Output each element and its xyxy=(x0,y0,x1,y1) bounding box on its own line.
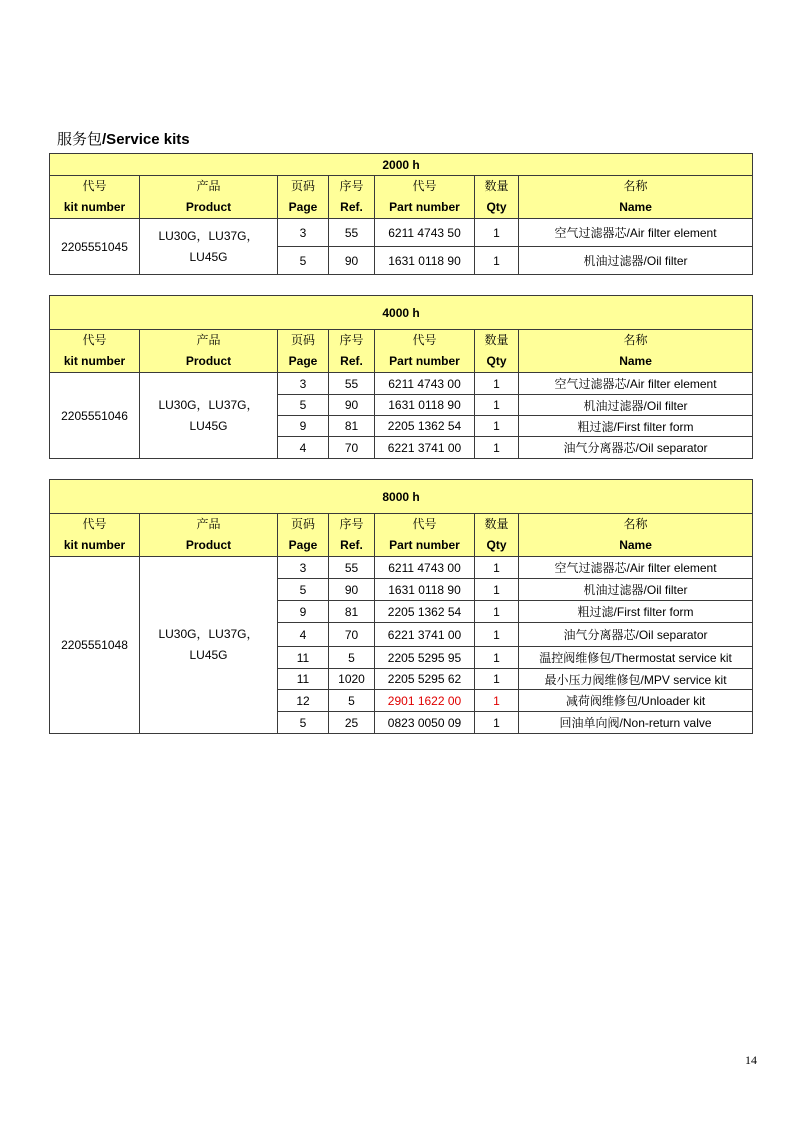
part-number-cell: 1631 0118 90 xyxy=(375,579,475,601)
ref-cell: 55 xyxy=(329,219,375,247)
col-ref: 序号 Ref. xyxy=(329,514,375,557)
page-cell: 3 xyxy=(278,557,329,579)
part-number-cell: 6211 4743 50 xyxy=(375,219,475,247)
page-cell: 4 xyxy=(278,623,329,647)
name-cell: 减荷阀维修包/Unloader kit xyxy=(519,690,753,712)
col-qty: 数量 Qty xyxy=(475,330,519,373)
page-cell: 3 xyxy=(278,373,329,395)
name-cell: 油气分离器芯/Oil separator xyxy=(519,437,753,459)
col-product: 产品 Product xyxy=(140,330,278,373)
part-number-cell: 1631 0118 90 xyxy=(375,247,475,275)
part-number-cell: 6211 4743 00 xyxy=(375,373,475,395)
ref-cell: 5 xyxy=(329,647,375,669)
name-cell: 油气分离器芯/Oil separator xyxy=(519,623,753,647)
part-number-cell: 6221 3741 00 xyxy=(375,437,475,459)
ref-cell: 5 xyxy=(329,690,375,712)
qty-cell: 1 xyxy=(475,416,519,437)
page-number: 14 xyxy=(745,1053,757,1067)
col-part-number: 代号 Part number xyxy=(375,514,475,557)
ref-cell: 1020 xyxy=(329,669,375,690)
col-kit-number: 代号 kit number xyxy=(50,514,140,557)
kit-table-2000h xyxy=(49,153,753,275)
qty-cell: 1 xyxy=(475,601,519,623)
qty-cell: 1 xyxy=(475,395,519,416)
interval-header: 2000 h xyxy=(50,154,753,176)
table-row xyxy=(50,557,753,579)
product-cell: LU30G，LU37G， LU45G xyxy=(140,557,278,734)
table-row xyxy=(50,219,753,247)
col-ref: 序号 Ref. xyxy=(329,330,375,373)
name-cell: 机油过滤器/Oil filter xyxy=(519,579,753,601)
col-page: 页码 Page xyxy=(278,330,329,373)
page-cell: 5 xyxy=(278,395,329,416)
kit-table-4000h xyxy=(49,295,753,459)
col-name: 名称 Name xyxy=(519,330,753,373)
kit-number-cell: 2205551046 xyxy=(50,373,140,459)
ref-cell: 70 xyxy=(329,623,375,647)
part-number-cell: 6221 3741 00 xyxy=(375,623,475,647)
name-cell: 温控阀维修包/Thermostat service kit xyxy=(519,647,753,669)
ref-cell: 90 xyxy=(329,579,375,601)
col-qty: 数量 Qty xyxy=(475,514,519,557)
qty-cell: 1 xyxy=(475,373,519,395)
title-en: /Service kits xyxy=(102,131,190,148)
ref-cell: 90 xyxy=(329,247,375,275)
col-kit-number: 代号 kit number xyxy=(50,176,140,219)
qty-cell-highlighted: 1 xyxy=(475,690,519,712)
ref-cell: 25 xyxy=(329,712,375,734)
col-qty: 数量 Qty xyxy=(475,176,519,219)
col-page: 页码 Page xyxy=(278,514,329,557)
page-cell: 5 xyxy=(278,579,329,601)
col-name: 名称 Name xyxy=(519,176,753,219)
page-cell: 5 xyxy=(278,712,329,734)
col-part-number: 代号 Part number xyxy=(375,330,475,373)
page-cell: 11 xyxy=(278,669,329,690)
qty-cell: 1 xyxy=(475,623,519,647)
ref-cell: 81 xyxy=(329,416,375,437)
col-kit-number: 代号 kit number xyxy=(50,330,140,373)
page-cell: 9 xyxy=(278,601,329,623)
product-cell: LU30G，LU37G， LU45G xyxy=(140,219,278,275)
page-cell: 9 xyxy=(278,416,329,437)
part-number-cell: 6211 4743 00 xyxy=(375,557,475,579)
ref-cell: 55 xyxy=(329,373,375,395)
name-cell: 粗过滤/First filter form xyxy=(519,416,753,437)
col-product: 产品 Product xyxy=(140,176,278,219)
qty-cell: 1 xyxy=(475,579,519,601)
name-cell: 机油过滤器/Oil filter xyxy=(519,395,753,416)
col-name: 名称 Name xyxy=(519,514,753,557)
col-page: 页码 Page xyxy=(278,176,329,219)
part-number-cell: 2205 1362 54 xyxy=(375,601,475,623)
kit-table-8000h xyxy=(49,479,753,734)
page-title xyxy=(57,128,190,149)
qty-cell: 1 xyxy=(475,219,519,247)
kit-number-cell: 2205551045 xyxy=(50,219,140,275)
name-cell: 粗过滤/First filter form xyxy=(519,601,753,623)
qty-cell: 1 xyxy=(475,557,519,579)
title-zh: 服务包 xyxy=(57,131,103,148)
col-ref: 序号 Ref. xyxy=(329,176,375,219)
name-cell: 空气过滤器芯/Air filter element xyxy=(519,557,753,579)
interval-header: 8000 h xyxy=(50,480,753,514)
part-number-cell-highlighted: 2901 1622 00 xyxy=(375,690,475,712)
page-cell: 12 xyxy=(278,690,329,712)
kit-number-cell: 2205551048 xyxy=(50,557,140,734)
table-row xyxy=(50,373,753,395)
page-cell: 5 xyxy=(278,247,329,275)
qty-cell: 1 xyxy=(475,647,519,669)
part-number-cell: 2205 1362 54 xyxy=(375,416,475,437)
part-number-cell: 1631 0118 90 xyxy=(375,395,475,416)
interval-header: 4000 h xyxy=(50,296,753,330)
name-cell: 空气过滤器芯/Air filter element xyxy=(519,219,753,247)
page-cell: 11 xyxy=(278,647,329,669)
qty-cell: 1 xyxy=(475,712,519,734)
col-product: 产品 Product xyxy=(140,514,278,557)
ref-cell: 70 xyxy=(329,437,375,459)
page-cell: 4 xyxy=(278,437,329,459)
name-cell: 最小压力阀维修包/MPV service kit xyxy=(519,669,753,690)
qty-cell: 1 xyxy=(475,437,519,459)
name-cell: 空气过滤器芯/Air filter element xyxy=(519,373,753,395)
ref-cell: 55 xyxy=(329,557,375,579)
qty-cell: 1 xyxy=(475,669,519,690)
product-cell: LU30G，LU37G， LU45G xyxy=(140,373,278,459)
page-cell: 3 xyxy=(278,219,329,247)
part-number-cell: 2205 5295 95 xyxy=(375,647,475,669)
part-number-cell: 2205 5295 62 xyxy=(375,669,475,690)
qty-cell: 1 xyxy=(475,247,519,275)
part-number-cell: 0823 0050 09 xyxy=(375,712,475,734)
col-part-number: 代号 Part number xyxy=(375,176,475,219)
ref-cell: 81 xyxy=(329,601,375,623)
ref-cell: 90 xyxy=(329,395,375,416)
name-cell: 机油过滤器/Oil filter xyxy=(519,247,753,275)
name-cell: 回油单向阀/Non-return valve xyxy=(519,712,753,734)
